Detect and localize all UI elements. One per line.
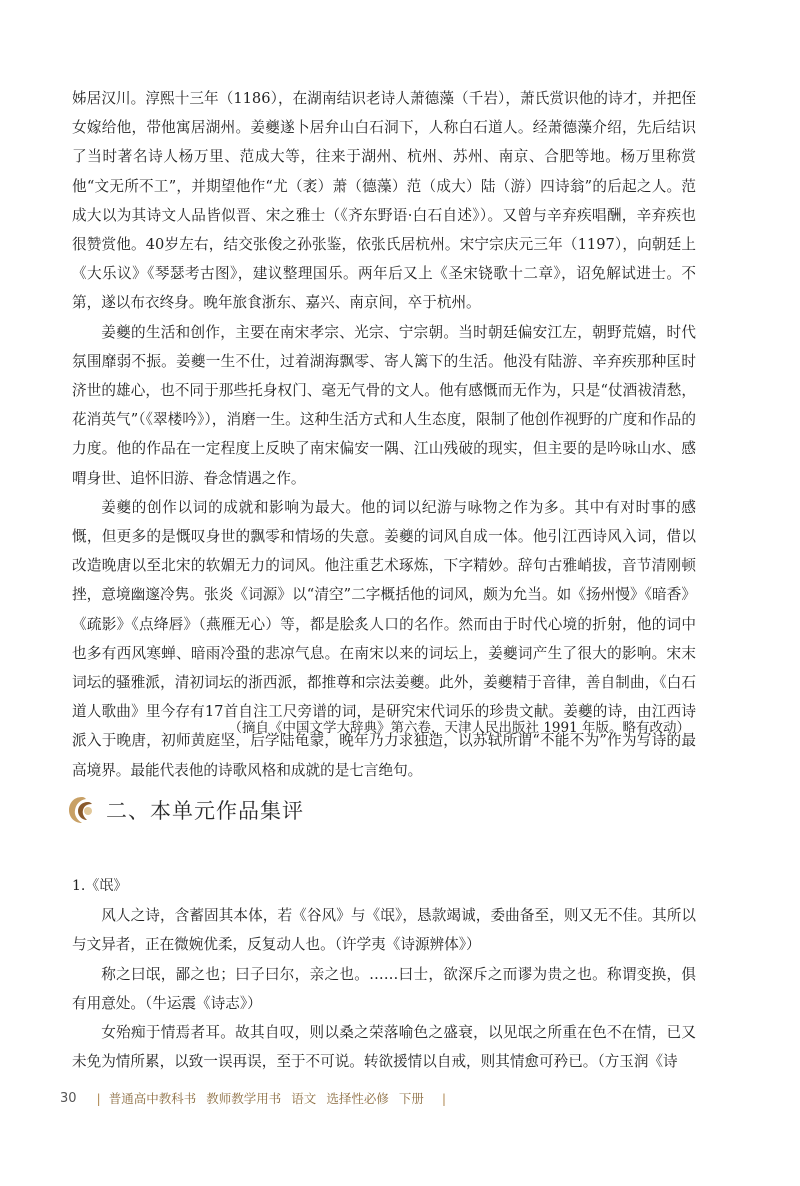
page-number: 30 bbox=[60, 1090, 77, 1106]
footer-divider-end: | bbox=[441, 1090, 447, 1106]
review-paragraph-3: 女殆痴于情焉者耳。故其自叹，则以桑之荣落喻色之盛衰，以见氓之所重在色不在情，已又未免为情所累，以致一误再误，至于不可说。转欲援情以自戒，则其情愈可矜已。（方玉润《诗 bbox=[72, 1024, 696, 1071]
reviews-section bbox=[72, 872, 696, 1076]
section-title: 二、本单元作品集评 bbox=[106, 799, 304, 823]
biography-paragraph-1: 姊居汉川。淳熙十三年（1186），在湖南结识老诗人萧德藻（千岩），萧氏赏识他的诗才，并把侄女嫁给他，带他寓居湖州。姜夔遂卜居弁山白石洞下，人称白石道人。经萧德藻介绍，先后结识了当时著名诗人杨万里、范成大等，往来于湖州、杭州、苏州、南京、合肥等地。杨万里称赏他“文无所不工”，并期望他作“尤（袤）萧（德藻）范（成大）陆（游）四诗翁”的后起之人。范成大以为其诗文人品皆似晋、宋之雅士（《齐东野语·白石自述》）。又曾与辛弃疾唱酬，辛弃疾也很赞赏他。40岁左右，结交张俊之孙张鉴，依张氏居杭州。宋宁宗庆元三年（1197），向朝廷上《大乐议》《琴瑟考古图》，建议整理国乐。两年后又上《圣宋铙歌十二章》，诏免解试进士。不第，遂以布衣终身。晚年旅食浙东、嘉兴、南京间，卒于杭州。 bbox=[72, 90, 696, 312]
footer-series: 普通高中教科书 bbox=[108, 1091, 197, 1106]
section-heading bbox=[66, 790, 304, 830]
footer-course: 选择性必修 bbox=[326, 1091, 389, 1106]
biography-paragraph-3: 姜夔的创作以词的成就和影响为最大。他的词以纪游与咏物之作为多。其中有对时事的感慨，但更多的是慨叹身世的飘零和情场的失意。姜夔的词风自成一体。他引江西诗风入词，借以改造晚唐以至北宋的软媚无力的词风。他注重艺术琢炼，下字精妙。辞句古雅峭拔，音节清刚顿挫，意境幽邃冷隽。张炎《词源》以“清空”二字概括他的词风，颇为允当。如《扬州慢》《暗香》《疏影》《点绛唇》（燕雁无心）等，都是脍炙人口的名作。然而由于时代心境的折射，他的词中也多有西风寒蝉、暗雨冷蛩的悲凉气息。在南宋以来的词坛上，姜夔词产生了很大的影响。宋末词坛的骚雅派，清初词坛的浙西派，都推尊和宗法姜夔。此外，姜夔精于音律，善自制曲，《白石道人歌曲》里今存有17首自注工尺旁谱的词，是研究宋代词乐的珍贵文献。姜夔的诗，由江西诗派入于晚唐，初师黄庭坚，后学陆龟蒙，晚年乃力求独造，以苏轼所谓“不能不为”作为写诗的最高境界。最能代表他的诗歌风格和成就的是七言绝句。 bbox=[72, 498, 696, 779]
swirl-icon bbox=[66, 794, 98, 826]
review-paragraph-1: 风人之诗，含蓄固其本体，若《谷风》与《氓》，恳款竭诚，委曲备至，则又无不佳。其所以与文异者，正在微婉优柔，反复动人也。（许学夷《诗源辨体》） bbox=[72, 907, 696, 954]
page-footer bbox=[60, 1086, 454, 1110]
footer-volume: 下册 bbox=[398, 1091, 424, 1106]
biography-text bbox=[72, 84, 696, 785]
footer-subject: 语文 bbox=[291, 1091, 317, 1106]
review-paragraph-2: 称之曰氓，鄙之也；曰子曰尔，亲之也。……曰士，欲深斥之而谬为贵之也。称谓变换，俱有用意处。（牛运震《诗志》） bbox=[72, 965, 696, 1012]
footer-divider: | bbox=[96, 1090, 101, 1106]
biography-paragraph-2: 姜夔的生活和创作，主要在南宋孝宗、光宗、宁宗朝。当时朝廷偏安江左，朝野荒嬉，时代氛围靡弱不振。姜夔一生不仕，过着湖海飘零、寄人篱下的生活。他没有陆游、辛弃疾那种匡时济世的雄心，也不同于那些托身权门、毫无气骨的文人。他有感慨而无作为，只是“仗酒祓清愁，花消英气”（《翠楼吟》），消磨一生。这种生活方式和人生态度，限制了他创作视野的广度和作品的力度。他的作品在一定程度上反映了南宋偏安一隅、江山残破的现实，但主要的是吟咏山水、感喟身世、追怀旧游、眷念情遇之作。 bbox=[72, 323, 696, 487]
review-heading: 1.《氓》 bbox=[72, 878, 128, 894]
source-citation: （摘自《中国文学大辞典》第六卷，天津人民出版社 1991 年版。略有改动） bbox=[228, 720, 690, 736]
footer-book-type: 教师教学用书 bbox=[206, 1091, 282, 1106]
